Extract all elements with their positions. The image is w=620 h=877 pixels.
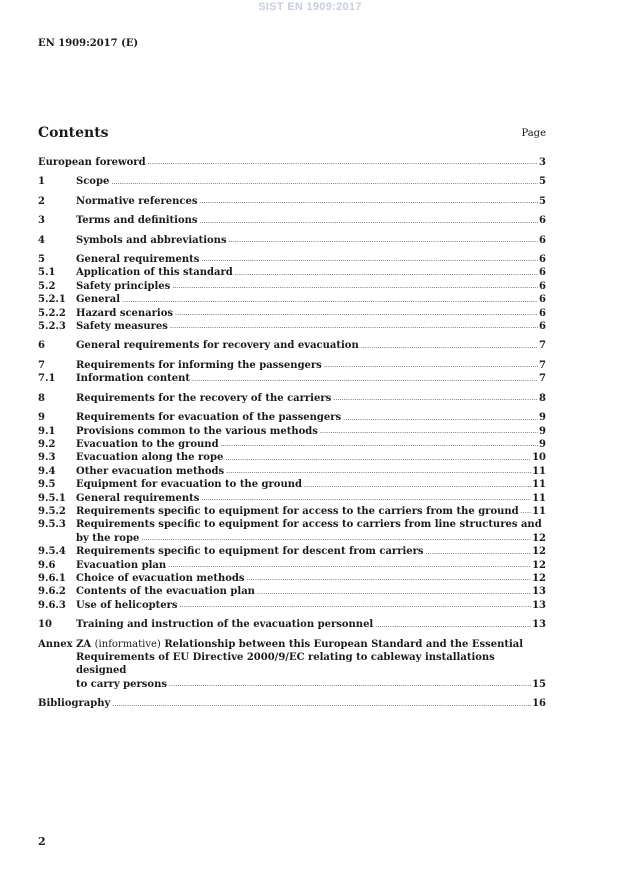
toc-page: 6 — [539, 234, 546, 246]
toc-page: 7 — [539, 340, 546, 352]
toc-label: Contents of the evacuation plan — [76, 586, 255, 598]
toc-page: 9 — [539, 412, 546, 424]
toc-page: 6 — [539, 254, 546, 266]
toc-label: Choice of evacuation methods — [76, 572, 245, 584]
toc-number: 2 — [38, 195, 45, 207]
toc-number: 9.5.4 — [38, 546, 66, 558]
toc-number: 9 — [38, 412, 45, 424]
toc-number: 1 — [38, 176, 45, 188]
toc-entry-foreword[interactable] — [38, 156, 546, 169]
toc-leader — [200, 198, 539, 206]
toc-number: 9.6.2 — [38, 586, 66, 598]
toc-entry-annex[interactable] — [38, 638, 546, 692]
page-number: 2 — [38, 835, 46, 848]
toc-label: General requirements for recovery and evacuation — [76, 340, 359, 352]
toc-page: 6 — [539, 294, 546, 306]
toc-label: Requirements specific to equipment for descent from carriers — [76, 546, 424, 558]
toc-leader — [122, 297, 538, 305]
toc-entry[interactable] — [38, 572, 546, 585]
toc-page: 8 — [539, 392, 546, 404]
toc-leader — [168, 562, 531, 570]
toc-label: Normative references — [76, 195, 198, 207]
toc-entry[interactable] — [38, 339, 546, 352]
annex-kind: (informative) — [94, 638, 161, 650]
toc-leader — [226, 468, 531, 476]
toc-leader — [200, 218, 539, 226]
toc-entry[interactable] — [38, 438, 546, 451]
toc-leader — [304, 482, 531, 490]
toc-leader — [172, 283, 538, 291]
toc-leader — [229, 237, 538, 245]
toc-entry[interactable] — [38, 293, 546, 306]
toc-entry[interactable] — [38, 618, 546, 631]
toc-leader — [426, 549, 532, 557]
toc-entry[interactable] — [38, 599, 546, 612]
toc-label: Terms and definitions — [76, 215, 198, 227]
toc-leader — [201, 256, 538, 264]
toc-entry[interactable] — [38, 280, 546, 293]
toc-number: 5.2.1 — [38, 294, 66, 306]
toc-label-continued: by the rope — [76, 532, 140, 544]
toc-leader — [112, 701, 531, 709]
toc-number: 9.1 — [38, 425, 56, 437]
toc-label: European foreword — [38, 157, 146, 168]
toc-entry[interactable] — [38, 505, 546, 518]
toc-number: 3 — [38, 215, 45, 227]
toc-page: 13 — [532, 599, 546, 611]
toc-label: Information content — [76, 373, 190, 385]
toc-number: 7 — [38, 359, 45, 371]
toc-label: Training and instruction of the evacuation personnel — [76, 619, 374, 631]
toc-entry-continuation[interactable] — [38, 532, 546, 545]
toc-page: 11 — [532, 492, 546, 504]
toc-label: Requirements for informing the passengers — [76, 359, 322, 371]
toc-page: 13 — [532, 586, 546, 598]
annex-title-line1: Relationship between this European Standard and the Essential — [164, 638, 524, 650]
toc-entry[interactable] — [38, 465, 546, 478]
annex-title-line3: to carry persons — [76, 678, 167, 690]
toc-page: 11 — [532, 479, 546, 491]
toc-number: 6 — [38, 340, 45, 352]
toc-page: 10 — [532, 452, 546, 464]
toc-entry[interactable] — [38, 214, 546, 227]
toc-label: Requirements for evacuation of the passengers — [76, 412, 342, 424]
toc-number: 9.5.1 — [38, 492, 66, 504]
toc-label: Safety measures — [76, 321, 168, 333]
toc-entry[interactable] — [38, 492, 546, 505]
toc-label: Application of this standard — [76, 267, 233, 279]
toc-page: 9 — [539, 425, 546, 437]
toc-leader — [201, 495, 531, 503]
toc-leader — [361, 343, 538, 351]
toc-page: 16 — [532, 698, 546, 710]
toc-page: 7 — [539, 373, 546, 385]
toc-number: 4 — [38, 234, 45, 246]
watermark: SIST EN 1909:2017 — [258, 1, 362, 13]
toc-number: 5.2.3 — [38, 321, 66, 333]
toc-page: 6 — [539, 321, 546, 333]
toc-entry[interactable] — [38, 425, 546, 438]
toc-label: Scope — [76, 176, 110, 188]
toc-page: 9 — [539, 438, 546, 450]
toc-label: General requirements — [76, 492, 200, 504]
toc-leader — [324, 362, 538, 370]
toc-label: Evacuation plan — [76, 559, 167, 571]
toc-label: Equipment for evacuation to the ground — [76, 479, 303, 491]
toc-page: 6 — [539, 215, 546, 227]
toc-entry[interactable] — [38, 372, 546, 385]
toc-label: Bibliography — [38, 698, 111, 710]
toc-number: 5.1 — [38, 267, 56, 279]
toc-leader — [320, 428, 538, 436]
toc-page: 13 — [532, 619, 546, 631]
toc-leader — [235, 270, 538, 278]
toc-page: 12 — [532, 546, 546, 558]
toc-leader — [169, 681, 531, 689]
toc-label: Requirements for the recovery of the carriers — [76, 392, 332, 404]
toc-label: General — [76, 294, 121, 306]
toc-label: Symbols and abbreviations — [76, 234, 227, 246]
toc-number: 9.5 — [38, 479, 56, 491]
toc-label: Evacuation to the ground — [76, 438, 219, 450]
toc-page: 11 — [532, 505, 546, 517]
toc-entry[interactable] — [38, 195, 546, 208]
toc-leader — [225, 455, 531, 463]
toc-number: 5 — [38, 254, 45, 266]
toc-label: General requirements — [76, 254, 200, 266]
contents-title: Contents — [38, 125, 109, 141]
toc-number: 9.6 — [38, 559, 56, 571]
toc-leader — [343, 415, 538, 423]
toc-entry[interactable] — [38, 307, 546, 320]
toc-leader — [221, 441, 538, 449]
toc-entry[interactable] — [38, 392, 546, 405]
annex-first-line — [38, 638, 546, 651]
toc-label: Safety principles — [76, 280, 171, 292]
toc-page: 12 — [532, 559, 546, 571]
toc-number: 5.2.2 — [38, 307, 66, 319]
document-id: EN 1909:2017 (E) — [38, 38, 139, 49]
toc-entry[interactable] — [38, 253, 546, 266]
toc-entry[interactable] — [38, 545, 546, 558]
toc-leader — [141, 535, 531, 543]
toc-page: 6 — [539, 307, 546, 319]
toc-page: 15 — [532, 678, 546, 690]
toc-number: 9.5.2 — [38, 505, 66, 517]
toc-entry[interactable] — [38, 585, 546, 598]
toc-number: 9.2 — [38, 438, 56, 450]
toc-label: Evacuation along the rope — [76, 452, 224, 464]
toc-number: 9.5.3 — [38, 519, 66, 531]
toc-number: 9.6.1 — [38, 572, 66, 584]
table-of-contents — [38, 156, 546, 711]
toc-entry[interactable] — [38, 451, 546, 464]
toc-label: Other evacuation methods — [76, 465, 225, 477]
toc-page: 5 — [539, 195, 546, 207]
toc-entry[interactable] — [38, 478, 546, 491]
toc-leader — [333, 395, 538, 403]
toc-page: 7 — [539, 359, 546, 371]
toc-leader — [175, 310, 538, 318]
toc-label: Provisions common to the various methods — [76, 425, 318, 437]
toc-number: 9.3 — [38, 452, 56, 464]
toc-number: 8 — [38, 392, 45, 404]
toc-number: 5.2 — [38, 280, 56, 292]
toc-page: 12 — [532, 532, 546, 544]
toc-leader — [192, 376, 538, 384]
toc-entry[interactable] — [38, 411, 546, 424]
toc-entry[interactable] — [38, 266, 546, 279]
toc-entry[interactable] — [38, 320, 546, 333]
toc-number: 9.4 — [38, 465, 56, 477]
annex-last-line — [38, 678, 546, 691]
toc-number: 7.1 — [38, 373, 56, 385]
toc-entry-bibliography[interactable] — [38, 697, 546, 710]
toc-page: 12 — [532, 572, 546, 584]
toc-label: Requirements specific to equipment for access to carriers from line structures and — [76, 519, 542, 531]
toc-page: 3 — [539, 157, 546, 168]
toc-leader — [111, 179, 538, 187]
toc-leader — [247, 575, 532, 583]
toc-leader — [257, 589, 531, 597]
toc-page: 5 — [539, 176, 546, 188]
toc-entry[interactable] — [38, 559, 546, 572]
toc-page: 11 — [532, 465, 546, 477]
toc-leader — [180, 602, 532, 610]
toc-leader — [375, 622, 531, 630]
annex-title-line2: Requirements of EU Directive 2000/9/EC relating to cableway installations designed — [76, 652, 495, 677]
toc-leader — [170, 323, 538, 331]
toc-entry[interactable] — [38, 234, 546, 247]
annex-prefix: Annex ZA — [38, 638, 92, 650]
toc-label: Hazard scenarios — [76, 307, 174, 319]
toc-leader — [148, 159, 538, 167]
toc-entry-multiline[interactable] — [38, 518, 546, 531]
page-column-label: Page — [521, 128, 546, 139]
toc-number: 9.6.3 — [38, 599, 66, 611]
toc-page: 6 — [539, 267, 546, 279]
toc-entry[interactable] — [38, 175, 546, 188]
toc-label: Requirements specific to equipment for access to the carriers from the ground — [76, 505, 519, 517]
toc-label: Use of helicopters — [76, 599, 178, 611]
toc-page: 6 — [539, 280, 546, 292]
toc-number: 10 — [38, 619, 52, 631]
toc-entry[interactable] — [38, 359, 546, 372]
toc-leader — [521, 508, 531, 516]
